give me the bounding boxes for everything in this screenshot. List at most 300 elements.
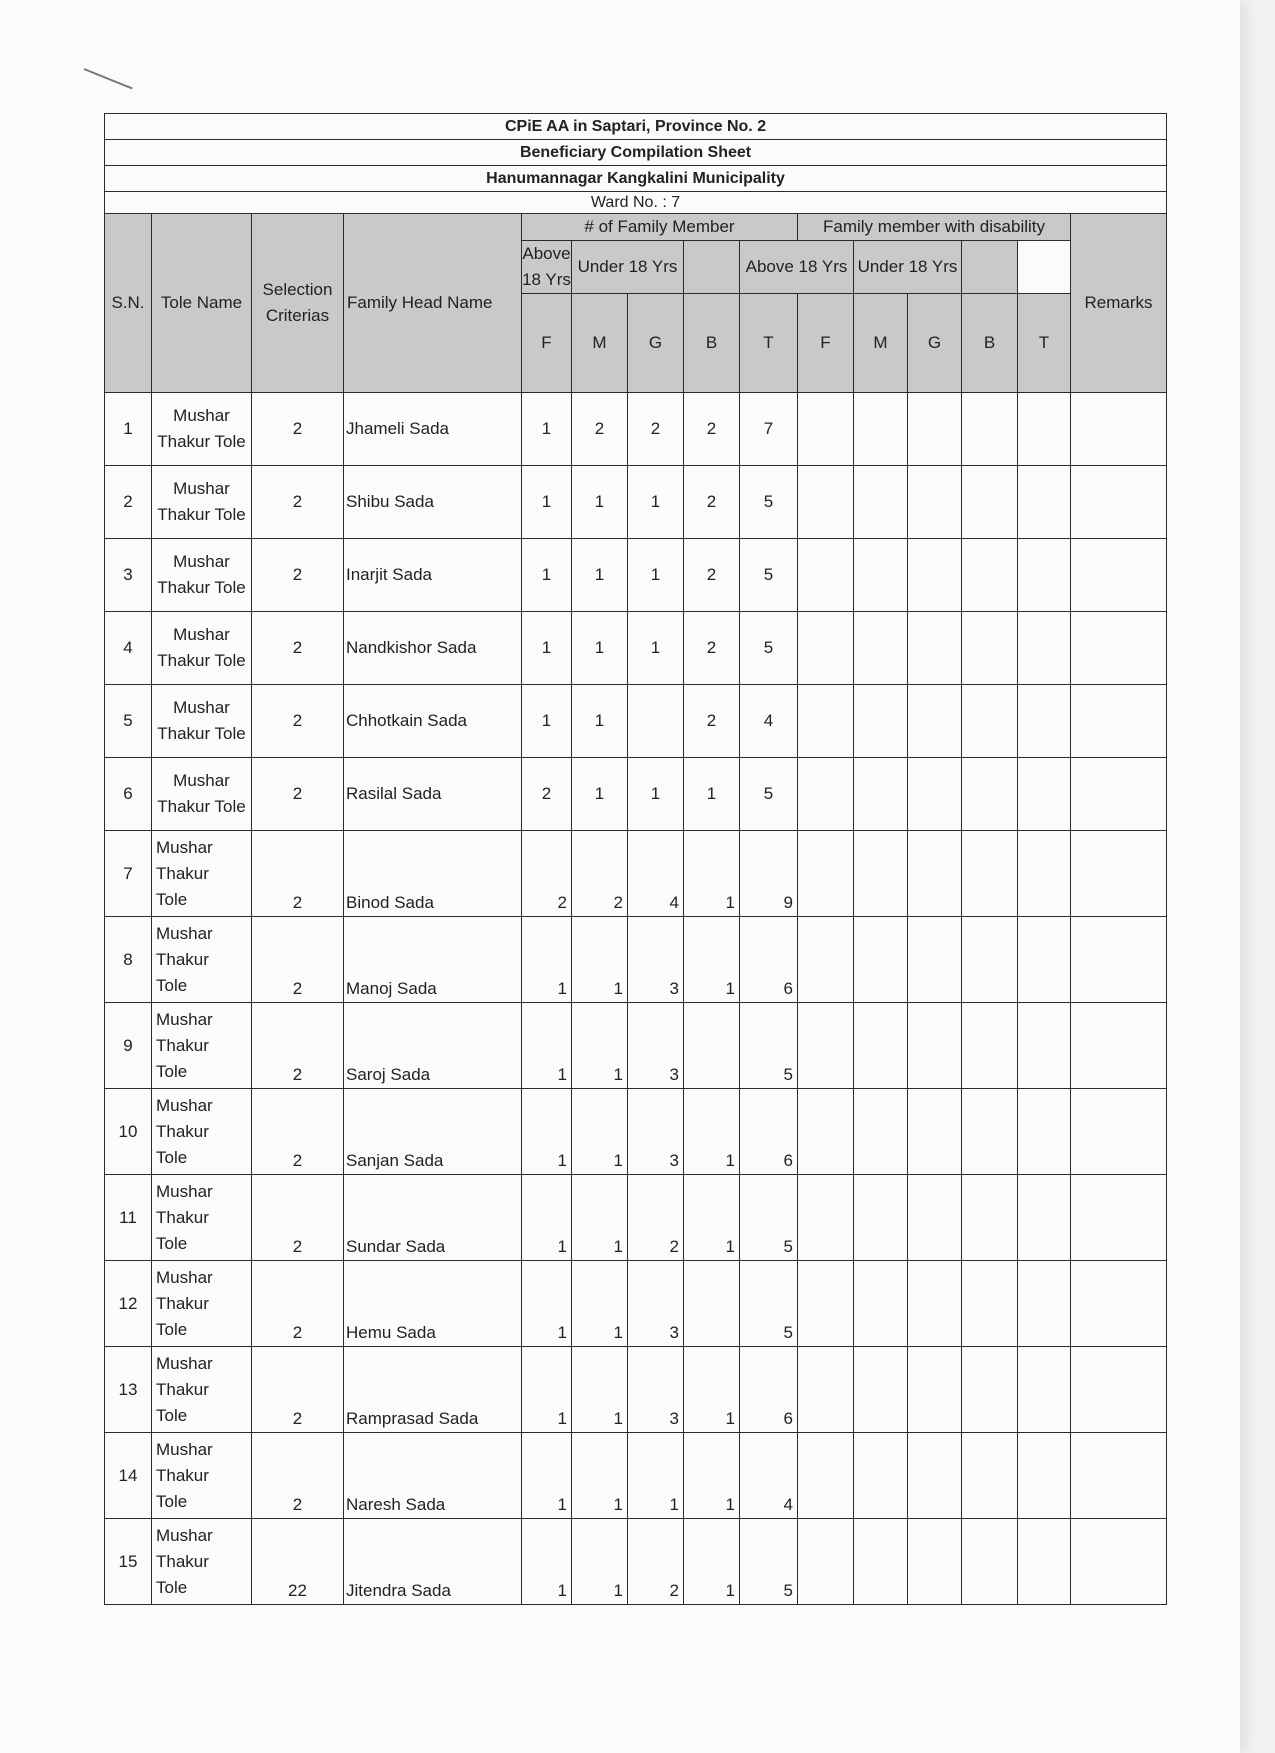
cell-dis-g bbox=[908, 1519, 962, 1605]
cell-selection-criteria: 2 bbox=[252, 1175, 344, 1261]
tole-name-line: Mushar bbox=[173, 552, 230, 571]
cell-fm-b: 1 bbox=[684, 758, 740, 831]
cell-remarks bbox=[1071, 1175, 1167, 1261]
header-fm-t: T bbox=[740, 294, 798, 393]
cell-remarks bbox=[1071, 1433, 1167, 1519]
cell-dis-g bbox=[908, 466, 962, 539]
title-line-1: CPiE AA in Saptari, Province No. 2 bbox=[105, 114, 1167, 140]
tole-name-line: Tole bbox=[156, 889, 188, 909]
table-row bbox=[105, 612, 1167, 685]
cell-fm-g: 2 bbox=[628, 1175, 684, 1261]
cell-fm-f: 1 bbox=[522, 917, 572, 1003]
cell-selection-criteria: 2 bbox=[252, 393, 344, 466]
tole-name-line: Mushar bbox=[173, 625, 230, 644]
cell-dis-f bbox=[798, 539, 854, 612]
cell-family-head-name: Saroj Sada bbox=[344, 1003, 522, 1089]
table-row bbox=[105, 758, 1167, 831]
cell-fm-b: 2 bbox=[684, 539, 740, 612]
cell-tole-name bbox=[152, 685, 252, 758]
tole-name-line: Mushar bbox=[156, 1009, 213, 1029]
header-selection-criteria bbox=[252, 214, 344, 393]
cell-fm-b bbox=[684, 1261, 740, 1347]
table-header bbox=[105, 214, 1167, 393]
cell-fm-m: 1 bbox=[572, 612, 628, 685]
cell-tole-name bbox=[152, 466, 252, 539]
cell-dis-m bbox=[854, 831, 908, 917]
cell-sn: 12 bbox=[105, 1261, 152, 1347]
cell-fm-f: 1 bbox=[522, 685, 572, 758]
cell-dis-b bbox=[962, 1347, 1018, 1433]
cell-family-head-name: Sanjan Sada bbox=[344, 1089, 522, 1175]
cell-fm-m: 1 bbox=[572, 685, 628, 758]
cell-dis-b bbox=[962, 1089, 1018, 1175]
cell-fm-b: 2 bbox=[684, 612, 740, 685]
cell-sn: 5 bbox=[105, 685, 152, 758]
cell-selection-criteria: 2 bbox=[252, 1089, 344, 1175]
cell-dis-t bbox=[1018, 685, 1071, 758]
cell-tole-name bbox=[152, 917, 252, 1003]
table-row bbox=[105, 1003, 1167, 1089]
cell-sn: 15 bbox=[105, 1519, 152, 1605]
tole-name-line: Mushar bbox=[173, 479, 230, 498]
cell-tole-name bbox=[152, 1089, 252, 1175]
cell-fm-t: 5 bbox=[740, 1261, 798, 1347]
header-dis-f: F bbox=[798, 294, 854, 393]
cell-tole-name bbox=[152, 1003, 252, 1089]
cell-fm-g: 2 bbox=[628, 1519, 684, 1605]
cell-fm-f: 1 bbox=[522, 1433, 572, 1519]
cell-fm-f: 1 bbox=[522, 1089, 572, 1175]
header-dis-g: G bbox=[908, 294, 962, 393]
cell-family-head-name: Rasilal Sada bbox=[344, 758, 522, 831]
cell-remarks bbox=[1071, 612, 1167, 685]
cell-dis-g bbox=[908, 1261, 962, 1347]
cell-fm-m: 1 bbox=[572, 539, 628, 612]
tole-name-line: Mushar bbox=[156, 1095, 213, 1115]
tole-name-line: Thakur Tole bbox=[157, 578, 246, 597]
cell-remarks bbox=[1071, 917, 1167, 1003]
cell-remarks bbox=[1071, 1089, 1167, 1175]
cell-selection-criteria: 2 bbox=[252, 685, 344, 758]
tole-name-line: Tole bbox=[156, 1147, 188, 1167]
cell-fm-f: 1 bbox=[522, 1347, 572, 1433]
cell-dis-t bbox=[1018, 1347, 1071, 1433]
table-row bbox=[105, 466, 1167, 539]
cell-dis-t bbox=[1018, 917, 1071, 1003]
cell-dis-b bbox=[962, 1433, 1018, 1519]
title-line-3: Hanumannagar Kangkalini Municipality bbox=[105, 166, 1167, 192]
cell-family-head-name: Ramprasad Sada bbox=[344, 1347, 522, 1433]
cell-dis-t bbox=[1018, 1003, 1071, 1089]
cell-dis-f bbox=[798, 917, 854, 1003]
cell-fm-t: 5 bbox=[740, 1003, 798, 1089]
cell-family-head-name: Binod Sada bbox=[344, 831, 522, 917]
beneficiary-table bbox=[104, 113, 1167, 1605]
cell-dis-m bbox=[854, 539, 908, 612]
cell-fm-b: 1 bbox=[684, 831, 740, 917]
header-family-head-name: Family Head Name bbox=[344, 214, 522, 393]
header-dis-t: T bbox=[1018, 294, 1071, 393]
cell-remarks bbox=[1071, 393, 1167, 466]
cell-tole-name bbox=[152, 539, 252, 612]
tole-name-line: Thakur Tole bbox=[157, 797, 246, 816]
cell-remarks bbox=[1071, 466, 1167, 539]
cell-dis-b bbox=[962, 685, 1018, 758]
cell-dis-g bbox=[908, 1003, 962, 1089]
tole-name-line: Mushar bbox=[156, 837, 213, 857]
cell-dis-f bbox=[798, 466, 854, 539]
cell-fm-m: 1 bbox=[572, 1261, 628, 1347]
cell-dis-t bbox=[1018, 393, 1071, 466]
cell-dis-b bbox=[962, 1261, 1018, 1347]
header-dis-above-18: Above 18 Yrs bbox=[740, 241, 854, 294]
cell-dis-b bbox=[962, 758, 1018, 831]
cell-fm-f: 2 bbox=[522, 831, 572, 917]
cell-sn: 7 bbox=[105, 831, 152, 917]
cell-dis-g bbox=[908, 685, 962, 758]
cell-tole-name bbox=[152, 393, 252, 466]
cell-dis-f bbox=[798, 1003, 854, 1089]
cell-fm-g: 1 bbox=[628, 466, 684, 539]
cell-fm-g: 1 bbox=[628, 612, 684, 685]
cell-sn: 14 bbox=[105, 1433, 152, 1519]
cell-dis-b bbox=[962, 612, 1018, 685]
cell-fm-m: 1 bbox=[572, 1175, 628, 1261]
cell-fm-t: 5 bbox=[740, 466, 798, 539]
cell-fm-f: 1 bbox=[522, 466, 572, 539]
cell-tole-name bbox=[152, 758, 252, 831]
tole-name-line: Thakur Tole bbox=[157, 432, 246, 451]
cell-dis-g bbox=[908, 1347, 962, 1433]
cell-family-head-name: Naresh Sada bbox=[344, 1433, 522, 1519]
table-row bbox=[105, 1175, 1167, 1261]
cell-fm-b: 1 bbox=[684, 1175, 740, 1261]
cell-fm-g: 1 bbox=[628, 758, 684, 831]
cell-fm-g: 3 bbox=[628, 1003, 684, 1089]
cell-tole-name bbox=[152, 1519, 252, 1605]
cell-selection-criteria: 2 bbox=[252, 1347, 344, 1433]
cell-fm-t: 5 bbox=[740, 758, 798, 831]
cell-fm-f: 1 bbox=[522, 1003, 572, 1089]
cell-tole-name bbox=[152, 1433, 252, 1519]
cell-family-head-name: Chhotkain Sada bbox=[344, 685, 522, 758]
tole-name-line: Mushar bbox=[173, 406, 230, 425]
cell-dis-m bbox=[854, 1003, 908, 1089]
header-fm-b: B bbox=[684, 294, 740, 393]
cell-dis-f bbox=[798, 612, 854, 685]
table-row bbox=[105, 539, 1167, 612]
cell-selection-criteria: 2 bbox=[252, 1003, 344, 1089]
tole-name-line: Thakur bbox=[156, 1465, 209, 1485]
cell-fm-f: 1 bbox=[522, 612, 572, 685]
cell-fm-b: 2 bbox=[684, 393, 740, 466]
header-fm-m: M bbox=[572, 294, 628, 393]
table-row bbox=[105, 393, 1167, 466]
tole-name-line: Tole bbox=[156, 1577, 188, 1597]
cell-selection-criteria: 2 bbox=[252, 831, 344, 917]
cell-family-head-name: Sundar Sada bbox=[344, 1175, 522, 1261]
cell-fm-m: 2 bbox=[572, 831, 628, 917]
cell-dis-m bbox=[854, 917, 908, 1003]
ward-number: Ward No. : 7 bbox=[105, 192, 1167, 214]
cell-fm-g: 3 bbox=[628, 917, 684, 1003]
cell-remarks bbox=[1071, 1519, 1167, 1605]
cell-dis-g bbox=[908, 831, 962, 917]
cell-fm-m: 1 bbox=[572, 1003, 628, 1089]
tole-name-line: Thakur bbox=[156, 863, 209, 883]
cell-fm-g: 1 bbox=[628, 539, 684, 612]
cell-dis-m bbox=[854, 1433, 908, 1519]
cell-fm-g: 3 bbox=[628, 1347, 684, 1433]
tole-name-line: Thakur bbox=[156, 949, 209, 969]
tole-name-line: Mushar bbox=[173, 771, 230, 790]
cell-fm-m: 1 bbox=[572, 466, 628, 539]
cell-tole-name bbox=[152, 1347, 252, 1433]
cell-selection-criteria: 2 bbox=[252, 1433, 344, 1519]
cell-family-head-name: Jitendra Sada bbox=[344, 1519, 522, 1605]
table-row bbox=[105, 1433, 1167, 1519]
cell-remarks bbox=[1071, 1347, 1167, 1433]
cell-dis-g bbox=[908, 1089, 962, 1175]
cell-dis-t bbox=[1018, 758, 1071, 831]
cell-dis-b bbox=[962, 831, 1018, 917]
tole-name-line: Thakur bbox=[156, 1035, 209, 1055]
tole-name-line: Thakur Tole bbox=[157, 505, 246, 524]
pen-mark bbox=[84, 68, 133, 89]
cell-remarks bbox=[1071, 539, 1167, 612]
cell-dis-m bbox=[854, 1089, 908, 1175]
cell-family-head-name: Hemu Sada bbox=[344, 1261, 522, 1347]
cell-dis-m bbox=[854, 1261, 908, 1347]
header-fm-f: F bbox=[522, 294, 572, 393]
cell-sn: 8 bbox=[105, 917, 152, 1003]
cell-dis-m bbox=[854, 1519, 908, 1605]
cell-fm-t: 5 bbox=[740, 1175, 798, 1261]
cell-fm-g: 1 bbox=[628, 1433, 684, 1519]
cell-sn: 10 bbox=[105, 1089, 152, 1175]
tole-name-line: Thakur bbox=[156, 1293, 209, 1313]
cell-fm-m: 1 bbox=[572, 1519, 628, 1605]
cell-dis-f bbox=[798, 685, 854, 758]
header-fm-above-18: Above 18 Yrs bbox=[522, 241, 572, 294]
cell-fm-t: 6 bbox=[740, 1347, 798, 1433]
cell-dis-g bbox=[908, 393, 962, 466]
cell-fm-b: 1 bbox=[684, 1089, 740, 1175]
table-row bbox=[105, 1347, 1167, 1433]
cell-dis-m bbox=[854, 1175, 908, 1261]
cell-sn: 3 bbox=[105, 539, 152, 612]
cell-dis-g bbox=[908, 917, 962, 1003]
cell-dis-t bbox=[1018, 466, 1071, 539]
cell-fm-g: 4 bbox=[628, 831, 684, 917]
cell-remarks bbox=[1071, 1003, 1167, 1089]
cell-dis-m bbox=[854, 612, 908, 685]
cell-fm-b: 1 bbox=[684, 1347, 740, 1433]
tole-name-line: Thakur Tole bbox=[157, 651, 246, 670]
cell-sn: 2 bbox=[105, 466, 152, 539]
cell-tole-name bbox=[152, 1261, 252, 1347]
tole-name-line: Mushar bbox=[156, 1439, 213, 1459]
cell-dis-b bbox=[962, 466, 1018, 539]
cell-sn: 11 bbox=[105, 1175, 152, 1261]
header-disability: Family member with disability bbox=[798, 214, 1071, 241]
cell-sn: 6 bbox=[105, 758, 152, 831]
cell-family-head-name: Inarjit Sada bbox=[344, 539, 522, 612]
cell-selection-criteria: 2 bbox=[252, 539, 344, 612]
cell-dis-t bbox=[1018, 612, 1071, 685]
cell-fm-b bbox=[684, 1003, 740, 1089]
header-dis-under-18: Under 18 Yrs bbox=[854, 241, 962, 294]
cell-dis-b bbox=[962, 393, 1018, 466]
cell-fm-f: 2 bbox=[522, 758, 572, 831]
cell-fm-t: 4 bbox=[740, 685, 798, 758]
cell-fm-m: 1 bbox=[572, 1433, 628, 1519]
cell-fm-t: 6 bbox=[740, 1089, 798, 1175]
cell-fm-m: 1 bbox=[572, 917, 628, 1003]
cell-fm-g: 2 bbox=[628, 393, 684, 466]
cell-dis-m bbox=[854, 393, 908, 466]
tole-name-line: Mushar bbox=[156, 1353, 213, 1373]
cell-fm-b: 2 bbox=[684, 685, 740, 758]
tole-name-line: Mushar bbox=[156, 923, 213, 943]
cell-fm-t: 4 bbox=[740, 1433, 798, 1519]
cell-dis-t bbox=[1018, 1089, 1071, 1175]
cell-fm-g bbox=[628, 685, 684, 758]
cell-tole-name bbox=[152, 612, 252, 685]
header-dis-m: M bbox=[854, 294, 908, 393]
cell-fm-g: 3 bbox=[628, 1261, 684, 1347]
header-remarks: Remarks bbox=[1071, 214, 1167, 393]
cell-dis-t bbox=[1018, 1519, 1071, 1605]
cell-selection-criteria: 2 bbox=[252, 917, 344, 1003]
table-row bbox=[105, 1519, 1167, 1605]
header-tole-name: Tole Name bbox=[152, 214, 252, 393]
cell-selection-criteria: 2 bbox=[252, 758, 344, 831]
cell-selection-criteria: 2 bbox=[252, 466, 344, 539]
cell-remarks bbox=[1071, 685, 1167, 758]
cell-selection-criteria: 22 bbox=[252, 1519, 344, 1605]
cell-dis-b bbox=[962, 1175, 1018, 1261]
cell-fm-g: 3 bbox=[628, 1089, 684, 1175]
table-row bbox=[105, 1261, 1167, 1347]
title-line-2: Beneficiary Compilation Sheet bbox=[105, 140, 1167, 166]
cell-dis-f bbox=[798, 1347, 854, 1433]
table-row bbox=[105, 1089, 1167, 1175]
cell-fm-f: 1 bbox=[522, 1261, 572, 1347]
cell-dis-t bbox=[1018, 831, 1071, 917]
cell-dis-f bbox=[798, 1519, 854, 1605]
cell-remarks bbox=[1071, 758, 1167, 831]
table-row bbox=[105, 917, 1167, 1003]
tole-name-line: Thakur bbox=[156, 1379, 209, 1399]
tole-name-line: Mushar bbox=[156, 1267, 213, 1287]
cell-dis-t bbox=[1018, 1261, 1071, 1347]
table-row bbox=[105, 685, 1167, 758]
cell-tole-name bbox=[152, 1175, 252, 1261]
cell-fm-b: 1 bbox=[684, 917, 740, 1003]
cell-sn: 9 bbox=[105, 1003, 152, 1089]
header-fm-g: G bbox=[628, 294, 684, 393]
cell-family-head-name: Shibu Sada bbox=[344, 466, 522, 539]
cell-dis-f bbox=[798, 758, 854, 831]
header-sn: S.N. bbox=[105, 214, 152, 393]
cell-dis-g bbox=[908, 612, 962, 685]
cell-family-head-name: Manoj Sada bbox=[344, 917, 522, 1003]
cell-dis-m bbox=[854, 466, 908, 539]
tole-name-line: Tole bbox=[156, 1319, 188, 1339]
cell-selection-criteria: 2 bbox=[252, 1261, 344, 1347]
tole-name-line: Thakur Tole bbox=[157, 724, 246, 743]
cell-dis-b bbox=[962, 539, 1018, 612]
cell-selection-criteria: 2 bbox=[252, 612, 344, 685]
cell-remarks bbox=[1071, 1261, 1167, 1347]
cell-fm-f: 1 bbox=[522, 539, 572, 612]
cell-fm-m: 1 bbox=[572, 1089, 628, 1175]
cell-dis-t bbox=[1018, 1433, 1071, 1519]
header-fm-under-18: Under 18 Yrs bbox=[572, 241, 684, 294]
cell-fm-b: 2 bbox=[684, 466, 740, 539]
tole-name-line: Tole bbox=[156, 1405, 188, 1425]
cell-dis-f bbox=[798, 1261, 854, 1347]
tole-name-line: Thakur bbox=[156, 1207, 209, 1227]
header-selection-line-2: Criterias bbox=[265, 306, 330, 325]
tole-name-line: Mushar bbox=[173, 698, 230, 717]
cell-remarks bbox=[1071, 831, 1167, 917]
cell-fm-m: 1 bbox=[572, 1347, 628, 1433]
cell-dis-m bbox=[854, 1347, 908, 1433]
header-dis-t-spacer bbox=[962, 241, 1018, 294]
cell-family-head-name: Jhameli Sada bbox=[344, 393, 522, 466]
cell-dis-m bbox=[854, 758, 908, 831]
cell-sn: 13 bbox=[105, 1347, 152, 1433]
cell-dis-g bbox=[908, 539, 962, 612]
tole-name-line: Tole bbox=[156, 1233, 188, 1253]
tole-name-line: Mushar bbox=[156, 1181, 213, 1201]
table-row bbox=[105, 831, 1167, 917]
cell-dis-b bbox=[962, 1519, 1018, 1605]
cell-sn: 1 bbox=[105, 393, 152, 466]
tole-name-line: Tole bbox=[156, 975, 188, 995]
header-dis-b: B bbox=[962, 294, 1018, 393]
cell-dis-f bbox=[798, 1175, 854, 1261]
cell-fm-m: 2 bbox=[572, 393, 628, 466]
cell-fm-f: 1 bbox=[522, 1519, 572, 1605]
tole-name-line: Tole bbox=[156, 1491, 188, 1511]
header-selection-line-1: Selection bbox=[262, 280, 333, 299]
tole-name-line: Thakur bbox=[156, 1551, 209, 1571]
tole-name-line: Tole bbox=[156, 1061, 188, 1081]
cell-sn: 4 bbox=[105, 612, 152, 685]
cell-dis-g bbox=[908, 758, 962, 831]
cell-dis-b bbox=[962, 917, 1018, 1003]
cell-fm-t: 5 bbox=[740, 1519, 798, 1605]
cell-dis-g bbox=[908, 1433, 962, 1519]
cell-dis-f bbox=[798, 393, 854, 466]
cell-dis-b bbox=[962, 1003, 1018, 1089]
cell-dis-m bbox=[854, 685, 908, 758]
tole-name-line: Thakur bbox=[156, 1121, 209, 1141]
cell-fm-t: 5 bbox=[740, 612, 798, 685]
cell-family-head-name: Nandkishor Sada bbox=[344, 612, 522, 685]
cell-fm-b: 1 bbox=[684, 1433, 740, 1519]
cell-fm-t: 6 bbox=[740, 917, 798, 1003]
cell-dis-f bbox=[798, 1089, 854, 1175]
cell-dis-t bbox=[1018, 539, 1071, 612]
cell-fm-b: 1 bbox=[684, 1519, 740, 1605]
cell-tole-name bbox=[152, 831, 252, 917]
cell-fm-m: 1 bbox=[572, 758, 628, 831]
cell-dis-f bbox=[798, 1433, 854, 1519]
